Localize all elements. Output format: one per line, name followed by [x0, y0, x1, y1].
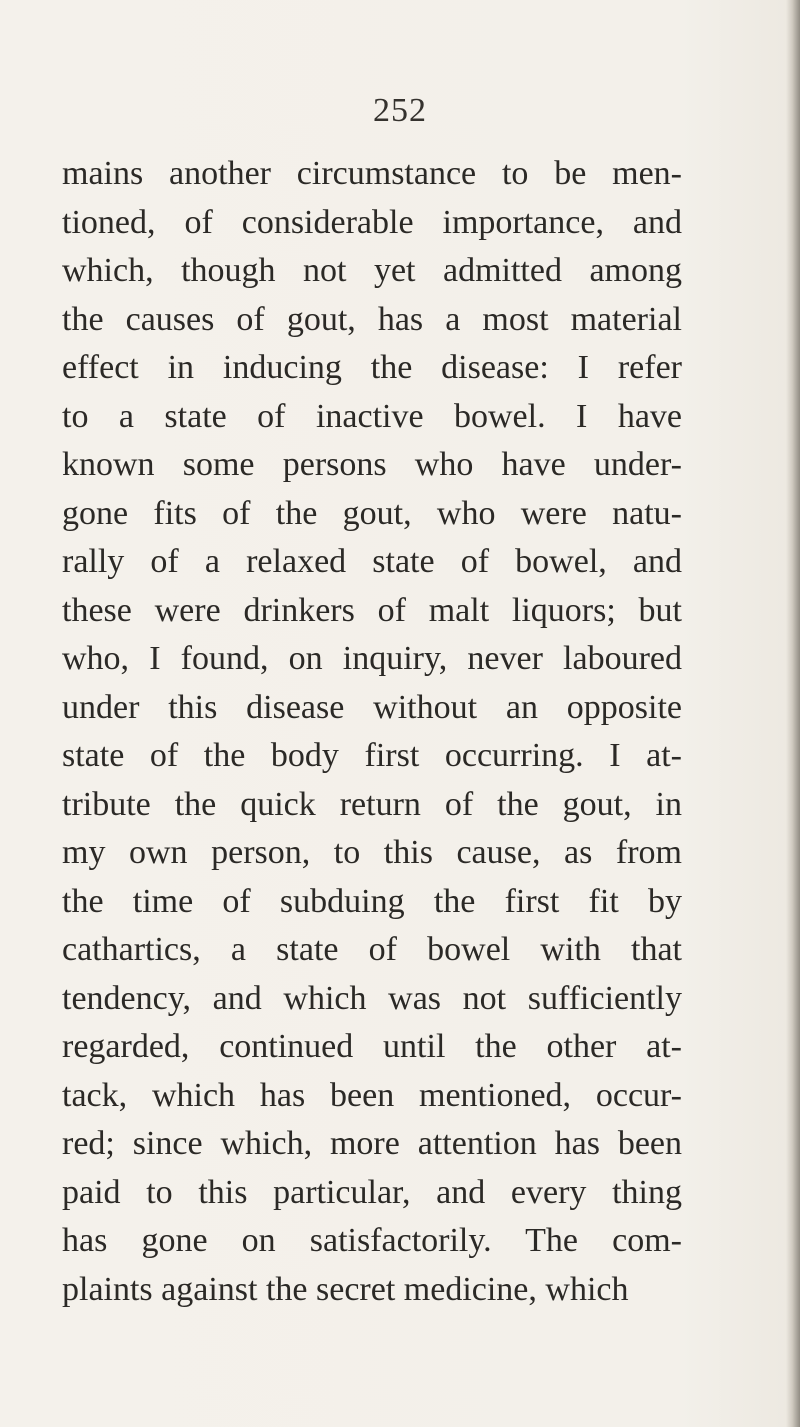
text-line: red; since which, more attention has been: [62, 1125, 682, 1162]
text-line: cathartics, a state of bowel with that: [62, 931, 682, 968]
text-line: my own person, to this cause, as from: [62, 834, 682, 871]
text-line: has gone on satisfactorily. The com-: [62, 1222, 682, 1259]
page-number: 252: [373, 92, 427, 129]
text-line: tack, which has been mentioned, occur-: [62, 1076, 682, 1114]
text-line: tribute the quick return of the gout, in: [62, 785, 682, 823]
body-text: [62, 150, 682, 1314]
text-line: which, though not yet admitted among: [62, 252, 682, 289]
text-line: the time of subduing the first fit by: [62, 882, 682, 920]
text-line: these were drinkers of malt liquors; but: [62, 591, 682, 629]
text-line: regarded, continued until the other at-: [62, 1028, 682, 1065]
text-line: to a state of inactive bowel. I have: [62, 397, 682, 435]
text-line: under this disease without an opposite: [62, 688, 682, 726]
page-edge-shadow: [786, 0, 800, 1427]
text-line: tioned, of considerable importance, and: [62, 203, 682, 241]
text-line: rally of a relaxed state of bowel, and: [62, 543, 682, 580]
text-line: state of the body first occurring. I at-: [62, 737, 682, 774]
text-line: plaints against the secret medicine, which: [62, 1270, 629, 1308]
text-line: gone fits of the gout, who were natu-: [62, 494, 682, 532]
text-line: paid to this particular, and every thing: [62, 1173, 682, 1211]
text-line: known some persons who have under-: [62, 446, 682, 483]
text-line: effect in inducing the disease: I refer: [62, 349, 682, 386]
text-line: who, I found, on inquiry, never laboured: [62, 640, 682, 677]
text-line: mains another circumstance to be men-: [62, 155, 682, 192]
text-line: tendency, and which was not sufficiently: [62, 979, 682, 1017]
text-line: the causes of gout, has a most material: [62, 300, 682, 338]
